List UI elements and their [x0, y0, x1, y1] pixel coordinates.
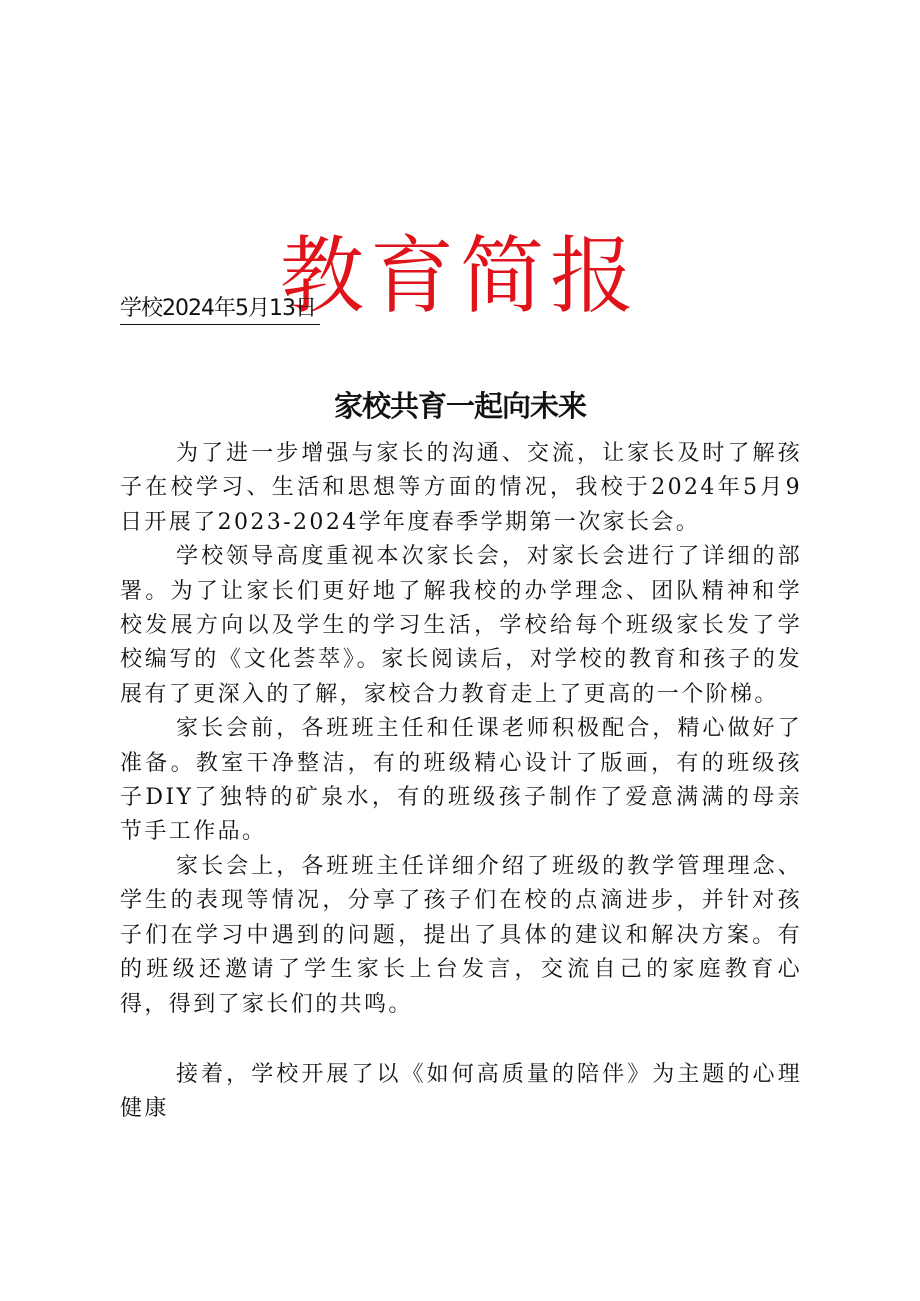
- paragraph-1: 为了进一步增强与家长的沟通、交流，让家长及时了解孩子在校学习、生活和思想等方面的情况，我校于2024年5月9日开展了2023-2024学年度春季学期第一次家长会。: [120, 441, 802, 535]
- paragraph-4: 家长会上，各班班主任详细介绍了班级的教学管理理念、学生的表现等情况，分享了孩子们在校的点滴进步，并针对孩子们在学习中遇到的问题，提出了具体的建议和解决方案。有的班级还邀请了学生家长上台发言，交流自己的家庭教育心得，得到了家长们的共鸣。: [120, 853, 802, 1017]
- newsletter-masthead: 教育简报: [279, 227, 640, 326]
- article-title: 家校共育一起向未来: [333, 389, 586, 424]
- paragraph-3: 家长会前，各班班主任和任课老师积极配合，精心做好了准备。教室干净整洁，有的班级精心设计了版画，有的班级孩子DIY了独特的矿泉水，有的班级孩子制作了爱意满满的母亲节手工作品。: [120, 716, 802, 845]
- paragraph-5: 接着，学校开展了以《如何高质量的陪伴》为主题的心理健康: [120, 1061, 802, 1122]
- paragraph-2: 学校领导高度重视本次家长会，对家长会进行了详细的部署。为了让家长们更好地了解我校的办学理念、团队精神和学校发展方向以及学生的学习生活，学校给每个班级家长发了学校编写的《文化荟萃》。家长阅读后，对学校的教育和孩子的发展有了更深入的了解，家校合力教育走上了更高的一个阶梯。: [120, 544, 802, 707]
- school-dateline: 学校2024年5月13日: [120, 294, 320, 325]
- article-body: [120, 437, 802, 1127]
